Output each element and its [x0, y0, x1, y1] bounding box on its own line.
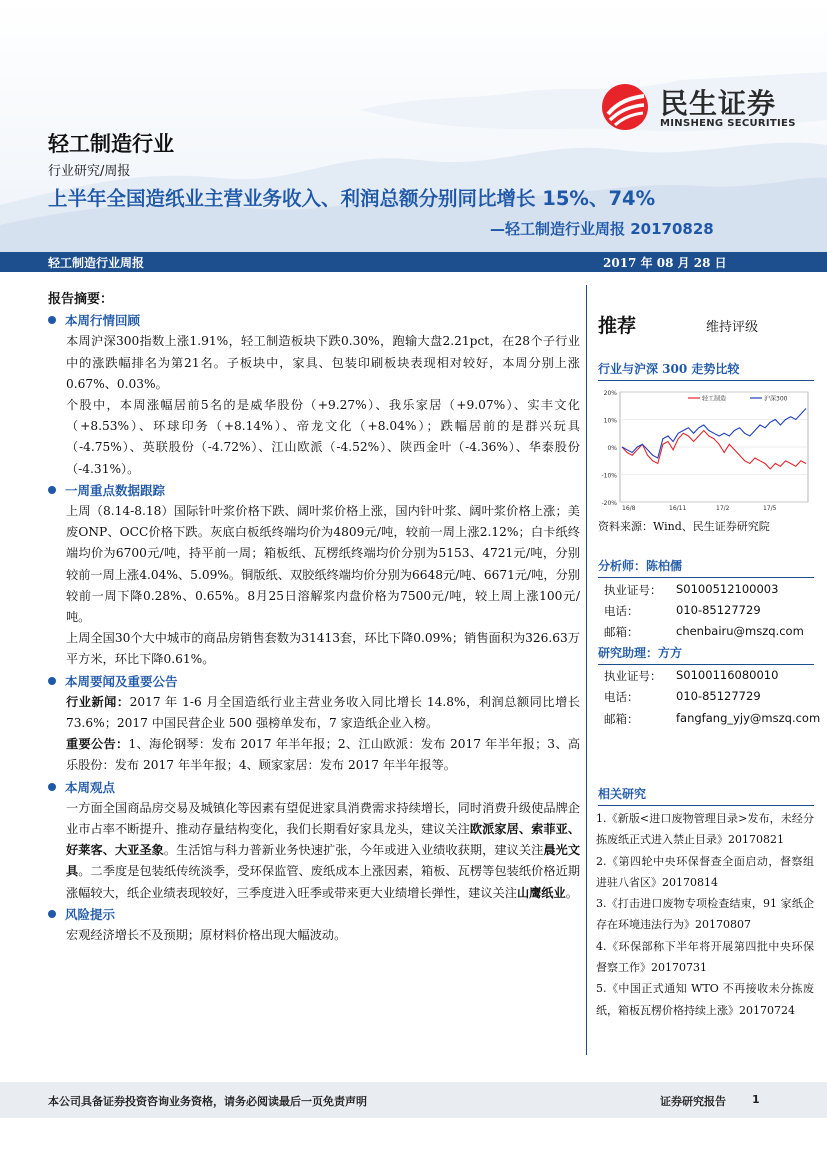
- related-item[interactable]: 4.《环保部称下半年将开展第四批中央环保督察工作》20170731: [596, 939, 814, 975]
- industry-name: 轻工制造行业: [48, 132, 174, 156]
- section-news: [48, 671, 580, 692]
- assistant-header-text: 研究助理：方方: [598, 646, 683, 660]
- notice-label: 重要公告：: [66, 737, 129, 752]
- label: 执业证号：: [604, 583, 662, 597]
- market-review-paragraph-2: 个股中，本周涨幅居前5名的是威华股份（+9.27%）、我乐家居（+9.07%）、实丰文化（+8.53%）、环球印务（+8.14%）、帝龙文化（+8.04%）；跌幅居前的是群兴玩具（-4.75%）、英联股份（-4.72%）、江山欧派（-4.52%）、陕西金叶（-4.36%）、华泰股份（-4.31%）。: [66, 398, 580, 476]
- x-tick-label: 17/5: [763, 505, 777, 512]
- section-risk: [48, 904, 580, 925]
- section-title: 本周观点: [65, 779, 116, 795]
- label: 邮箱：: [604, 625, 639, 639]
- related-header-text: 相关研究: [598, 787, 647, 801]
- header-bar-date: 2017 年 08 月 28 日: [603, 256, 727, 270]
- legend-label: 轻工制造: [702, 395, 727, 403]
- value: S0100116080010: [676, 668, 779, 682]
- section-market-review: [48, 310, 580, 331]
- rating-label: 推荐: [598, 315, 637, 337]
- bullet-icon: [48, 910, 56, 918]
- market-review-paragraph-1: 本周沪深300指数上涨1.91%，轻工制造板块下跌0.30%，跑输大盘2.21pct，在28个子行业中的涨跌幅排名为第21名。子板块中，家具、包装印刷板块表现相对较好，本周分别上涨0.67%、0.03%。: [66, 334, 580, 391]
- recommended-stock-stationery: 晨光文具: [66, 843, 581, 879]
- chart-header: [598, 360, 814, 377]
- label: 执业证号：: [604, 669, 662, 683]
- y-tick-label: 0%: [607, 445, 617, 452]
- minsheng-logo-icon: [600, 82, 650, 132]
- section-title: 一周重点数据跟踪: [65, 482, 166, 498]
- section-viewpoint: [48, 777, 580, 798]
- analyst-phone: [604, 603, 761, 619]
- x-tick-label: 16/8: [622, 505, 636, 512]
- related-item[interactable]: 5.《中国正式通知 WTO 不再接收未分拣废纸，箱板瓦楞价格持续上涨》20170724: [596, 982, 814, 1017]
- header-bar-report-name: 轻工制造行业周报: [48, 256, 145, 270]
- email-link[interactable]: fangfang_yjy@mszq.com: [676, 711, 821, 725]
- trend-chart: [596, 384, 816, 514]
- divider: [598, 664, 814, 666]
- rating-sub: 维持评级: [706, 320, 759, 335]
- chart-header-text: 行业与沪深 300 走势比较: [598, 362, 740, 376]
- legend-label: 沪深300: [764, 395, 788, 403]
- bullet-icon: [48, 677, 56, 685]
- y-tick-label: -20%: [601, 500, 617, 507]
- column-divider: [586, 285, 587, 1055]
- report-type: 行业研究/周报: [48, 164, 131, 179]
- y-tick-label: 20%: [603, 390, 617, 397]
- industry-news-text: 2017 年 1-6 月全国造纸行业主营业务收入同比增长 14.8%，利润总额同比增长 73.6%；2017 中国民营企业 500 强榜单发布，7 家造纸企业入榜。: [66, 694, 581, 731]
- chart-source: 资料来源：Wind、民生证券研究院: [598, 520, 770, 533]
- y-tick-label: -10%: [601, 472, 617, 480]
- assistant-phone: [604, 689, 761, 705]
- footer-report-type: 证券研究报告: [660, 1095, 726, 1108]
- report-title: 上半年全国造纸业主营业务收入、利润总额分别同比增长 15%、74%: [48, 187, 656, 210]
- y-tick-label: 10%: [603, 417, 617, 425]
- viewpoint-paragraph: [48, 798, 580, 904]
- section-title: 风险提示: [65, 906, 116, 922]
- bullet-icon: [48, 316, 56, 324]
- x-tick-label: 17/2: [716, 505, 730, 512]
- report-summary: [48, 289, 580, 946]
- x-tick-label: 16/11: [669, 505, 687, 512]
- label: 邮箱：: [604, 712, 639, 726]
- viewpoint-text: 。: [565, 885, 578, 900]
- footer-disclaimer[interactable]: 本公司具备证券投资咨询业务资格，请务必阅读最后一页免责声明: [48, 1095, 367, 1108]
- analyst-header-text: 分析师：陈柏儒: [598, 559, 683, 573]
- value: S0100512100003: [676, 582, 779, 596]
- viewpoint-text: 。二季度是包装纸传统淡季，受环保监管、废纸成本上涨因素，箱板、瓦楞等包装纸价格近期涨幅较大，纸企业绩表现较好，三季度进入旺季或带来更大业绩增长弹性，建议关注: [66, 864, 581, 900]
- bullet-icon: [48, 783, 56, 791]
- divider: [598, 380, 814, 382]
- report-subtitle: —轻工制造行业周报 20170828: [490, 220, 714, 238]
- industry-news-paragraph: [48, 692, 580, 734]
- assistant-license: [604, 668, 779, 684]
- page-number: 1: [752, 1093, 760, 1106]
- section-title: 本周要闻及重要公告: [65, 673, 178, 689]
- recommended-stock-paper: 山鹰纸业: [516, 885, 566, 900]
- data-tracking-paragraph-2: 上周全国30个大中城市的商品房销售套数为31413套，环比下降0.09%；销售面积为326.63万平方米，环比下降0.61%。: [66, 631, 580, 667]
- section-data-tracking: [48, 480, 580, 501]
- email-link[interactable]: chenbairu@mszq.com: [676, 624, 804, 638]
- divider: [598, 805, 814, 807]
- assistant-email[interactable]: [604, 711, 821, 727]
- value: 010-85127729: [676, 603, 761, 617]
- section-title: 本周行情回顾: [65, 313, 141, 329]
- related-item[interactable]: 1.《新版<进口废物管理目录>发布，未经分拣废纸正式进入禁止目录》20170821: [596, 812, 814, 847]
- brand-english-name: MINSHENG SECURITIES: [660, 118, 796, 129]
- notice-text: 1、海伦钢琴：发布 2017 年半年报；2、江山欧派：发布 2017 年半年报；3、高乐股份：发布 2017 年半年报；4、顾家家居：发布 2017 年半年报等。: [66, 737, 581, 773]
- related-research-list: [596, 808, 814, 1021]
- label: 电话：: [604, 604, 639, 618]
- viewpoint-text: 。生活馆与科力普新业务快速扩张，今年或进入业绩收获期，建议关注: [163, 843, 544, 858]
- assistant-header: [598, 644, 814, 661]
- value: 010-85127729: [676, 689, 761, 703]
- related-item[interactable]: 2.《第四轮中央环保督查全面启动，督察组进驻八省区》20170814: [596, 854, 814, 889]
- divider: [598, 577, 814, 579]
- analyst-header: [598, 557, 814, 574]
- related-item[interactable]: 3.《打击进口废物专项检查结束，91 家纸企存在环境违法行为》20170807: [596, 897, 814, 932]
- bullet-icon: [48, 486, 56, 494]
- summary-label: 报告摘要：: [48, 292, 114, 307]
- analyst-license: [604, 582, 779, 598]
- label: 电话：: [604, 690, 639, 704]
- recommended-stocks-furniture: 欧派家居、索菲亚、好莱客、大亚圣象: [66, 822, 581, 858]
- related-header: [598, 785, 814, 802]
- data-tracking-paragraph-1: 上周（8.14-8.18）国际针叶浆价格下跌、阔叶浆价格上涨，国内针叶浆、阔叶浆价格上涨；美废ONP、OCC价格下跌。灰底白板纸终端均价为4809元/吨，较前一周上涨2.12%；白卡纸终端均价为6700元/吨，持平前一周；箱板纸、瓦楞纸终端均价分别为5153、4721元/吨，分别较前一周上涨4.04%、5.09%。铜版纸、双胶纸终端均价分别为6648元/吨、6671元/吨，分别较前一周下降0.28%、0.65%。8月25日溶解浆内盘价格为7500元/吨，较上周上涨100元/吨。: [66, 504, 580, 625]
- industry-news-label: 行业新闻：: [66, 694, 130, 709]
- viewpoint-text: 一方面全国商品房交易及城镇化等因素有望促进家具消费需求持续增长，同时消费升级使品牌企业市占率不断提升、推动存量结构变化，我们长期看好家具龙头，建议关注: [66, 800, 580, 837]
- analyst-email[interactable]: [604, 624, 804, 640]
- notice-paragraph: [48, 734, 580, 776]
- risk-paragraph: 宏观经济增长不及预期；原材料价格出现大幅波动。: [66, 928, 347, 943]
- brand-name: 民生证券: [660, 87, 777, 120]
